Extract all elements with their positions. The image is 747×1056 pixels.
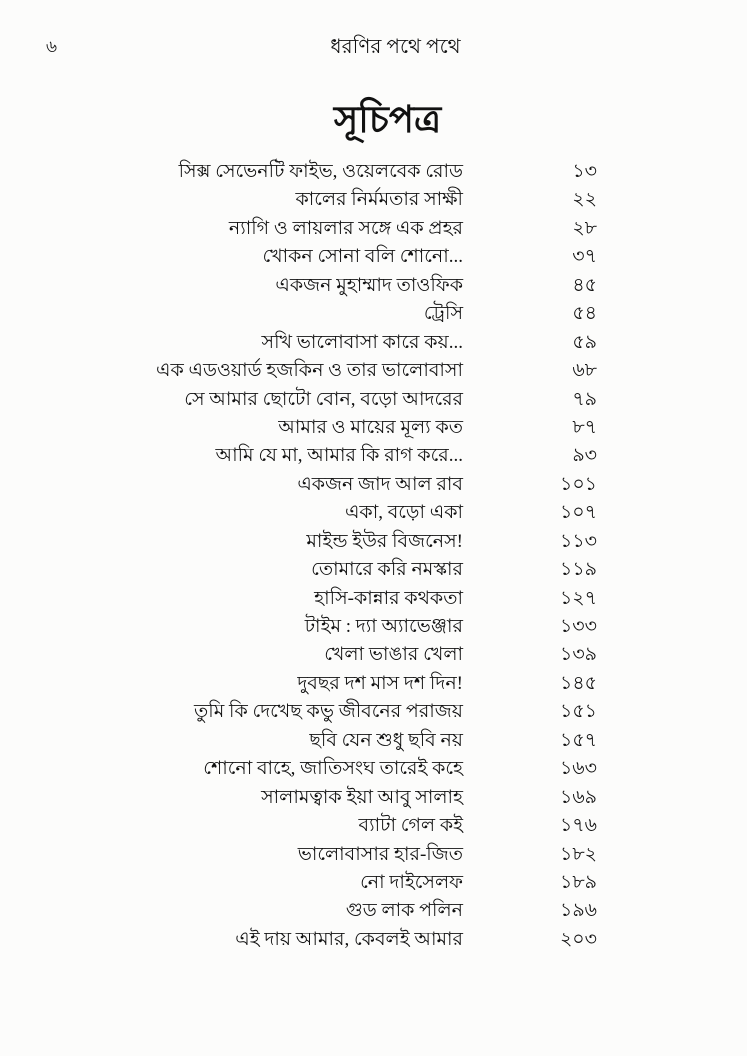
toc-entry-title: সখি ভালোবাসা কারে কয়... [261, 331, 463, 353]
running-head: ধরণির পথে পথে [330, 36, 461, 58]
toc-entry-title: শোনো বাহে, জাতিসংঘ তারেই কহে [203, 758, 463, 780]
folio-page-number: ৬ [46, 37, 58, 56]
toc-entry-page: ১৮২ [559, 843, 597, 865]
toc-entry-title: আমি যে মা, আমার কি রাগ করে... [215, 445, 463, 467]
toc-entry-page: ১২৭ [559, 587, 597, 609]
toc-entry-title: ট্রেসি [423, 303, 463, 325]
toc-entry-page: ১৩৯ [559, 644, 597, 666]
toc-entry-title: ভালোবাসার হার-জিত [297, 843, 463, 865]
toc-entry-page: ১০১ [559, 473, 597, 495]
toc-entry-title: সে আমার ছোটো বোন, বড়ো আদরের [184, 388, 463, 410]
toc-row [150, 556, 597, 584]
toc-row [150, 357, 597, 385]
toc-entry-title: এক এডওয়ার্ড হজকিন ও তার ভালোবাসা [156, 360, 463, 382]
toc-entry-page: ৫৪ [572, 303, 597, 325]
toc-entry-title: কালের নির্মমতার সাক্ষী [295, 189, 463, 211]
toc-entry-page: ১১৩ [559, 530, 597, 552]
toc-entry-page: ৩৭ [572, 246, 597, 268]
toc-entry-title: খোকন সোনা বলি শোনো... [262, 246, 463, 268]
toc-entry-page: ৪৫ [572, 274, 597, 296]
toc-entry-title: ছবি যেন শুধু ছবি নয় [309, 729, 463, 751]
toc-row [150, 243, 597, 271]
toc-entry-title: খেলা ভাঙার খেলা [324, 644, 463, 666]
toc-row [150, 670, 597, 698]
toc-list [150, 158, 597, 954]
toc-row [150, 499, 597, 527]
toc-entry-page: ৭৯ [572, 388, 597, 410]
toc-row [150, 300, 597, 328]
toc-entry-page: ১১৯ [560, 559, 597, 581]
toc-row [150, 869, 597, 897]
toc-entry-title: তোমারে করি নমস্কার [311, 559, 463, 581]
toc-row [150, 897, 597, 925]
toc-entry-page: ১৬৩ [559, 758, 597, 780]
toc-row [150, 158, 597, 186]
toc-entry-title: সিক্স সেভেনটি ফাইভ, ওয়েলবেক রোড [178, 161, 463, 182]
toc-entry-page: ১৬৯ [559, 786, 597, 808]
toc-entry-page: ১৯৬ [559, 900, 597, 922]
toc-row [150, 414, 597, 442]
toc-entry-page: ১৫৭ [559, 729, 597, 751]
toc-entry-title: টাইম : দ্যা অ্যাভেঞ্জার [304, 616, 463, 637]
toc-entry-title: নো দাইসেলফ [360, 871, 463, 893]
toc-entry-page: ২৮ [572, 217, 597, 239]
toc-row [150, 784, 597, 812]
toc-entry-page: ৬৮ [572, 360, 597, 382]
toc-entry-page: ৮৭ [572, 416, 597, 438]
toc-row [150, 613, 597, 641]
toc-entry-title: আমার ও মায়ের মূল্য কত [278, 416, 463, 438]
toc-entry-page: ৫৯ [572, 331, 597, 353]
toc-row [150, 841, 597, 869]
toc-row [150, 329, 597, 357]
toc-entry-title: মাইন্ড ইউর বিজনেস! [306, 530, 463, 552]
toc-entry-title: একজন মুহাম্মাদ তাওফিক [275, 274, 463, 296]
toc-entry-title: গুড লাক পলিন [345, 900, 463, 922]
page-title: সূচিপত্র [333, 100, 442, 141]
toc-entry-title: সালামত্বাক ইয়া আবু সালাহ [261, 786, 463, 808]
toc-row [150, 585, 597, 613]
toc-entry-page: ১৭৬ [559, 815, 597, 837]
toc-entry-page: ১৮৯ [560, 871, 597, 893]
toc-row [150, 641, 597, 669]
toc-row [150, 186, 597, 214]
toc-entry-page: ১৫১ [560, 701, 597, 723]
toc-row [150, 528, 597, 556]
toc-entry-title: দুবছর দশ মাস দশ দিন! [297, 672, 463, 694]
toc-entry-title: হাসি-কান্নার কথকতা [314, 587, 463, 609]
toc-entry-page: ২২ [572, 189, 597, 211]
toc-entry-title: ন্যাগি ও লায়লার সঙ্গে এক প্রহর [228, 217, 463, 239]
toc-row [150, 442, 597, 470]
toc-row [150, 926, 597, 954]
toc-entry-title: ব্যাটা গেল কই [358, 815, 463, 837]
toc-row [150, 471, 597, 499]
toc-row [150, 698, 597, 726]
toc-entry-title: একা, বড়ো একা [344, 502, 463, 524]
toc-entry-title: তুমি কি দেখেছ কভু জীবনের পরাজয় [194, 701, 463, 723]
toc-entry-title: একজন জাদ আল রাব [297, 473, 463, 495]
toc-row [150, 755, 597, 783]
toc-entry-page: ১৩ [572, 161, 597, 182]
toc-row [150, 386, 597, 414]
toc-row [150, 272, 597, 300]
toc-entry-page: ৯৩ [572, 445, 597, 467]
toc-row [150, 812, 597, 840]
toc-entry-title: এই দায় আমার, কেবলই আমার [235, 928, 463, 950]
toc-entry-page: ১৩৩ [559, 616, 597, 637]
toc-row [150, 215, 597, 243]
toc-entry-page: ২০৩ [559, 928, 597, 950]
toc-row [150, 727, 597, 755]
toc-entry-page: ১৪৫ [560, 672, 597, 694]
toc-entry-page: ১০৭ [559, 502, 597, 524]
